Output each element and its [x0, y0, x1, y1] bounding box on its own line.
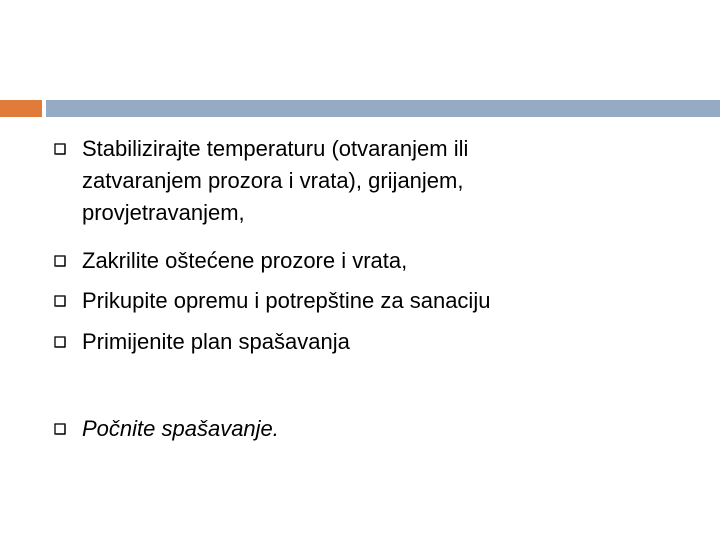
bullet-2-line-1: Zakrilite oštećene prozore i vrata, — [82, 248, 408, 273]
bullet-1-line-1: Stabilizirajte temperaturu (otvaranjem ili — [82, 136, 469, 161]
bullet-icon — [54, 143, 66, 155]
bullet-1-line-3: provjetravanjem, — [82, 200, 245, 225]
bullet-3-line-1: Prikupite opremu i potrepštine za sanaciju — [82, 288, 491, 313]
bullet-4-line-1: Primijenite plan spašavanja — [82, 329, 350, 354]
bullet-1-line-2: zatvaranjem prozora i vrata), grijanjem, — [82, 168, 464, 193]
bullet-icon — [54, 423, 66, 435]
bullet-icon — [54, 336, 66, 348]
bullet-icon — [54, 295, 66, 307]
bullet-5-line-1: Počnite spašavanje. — [82, 416, 279, 441]
bullet-icon — [54, 255, 66, 267]
